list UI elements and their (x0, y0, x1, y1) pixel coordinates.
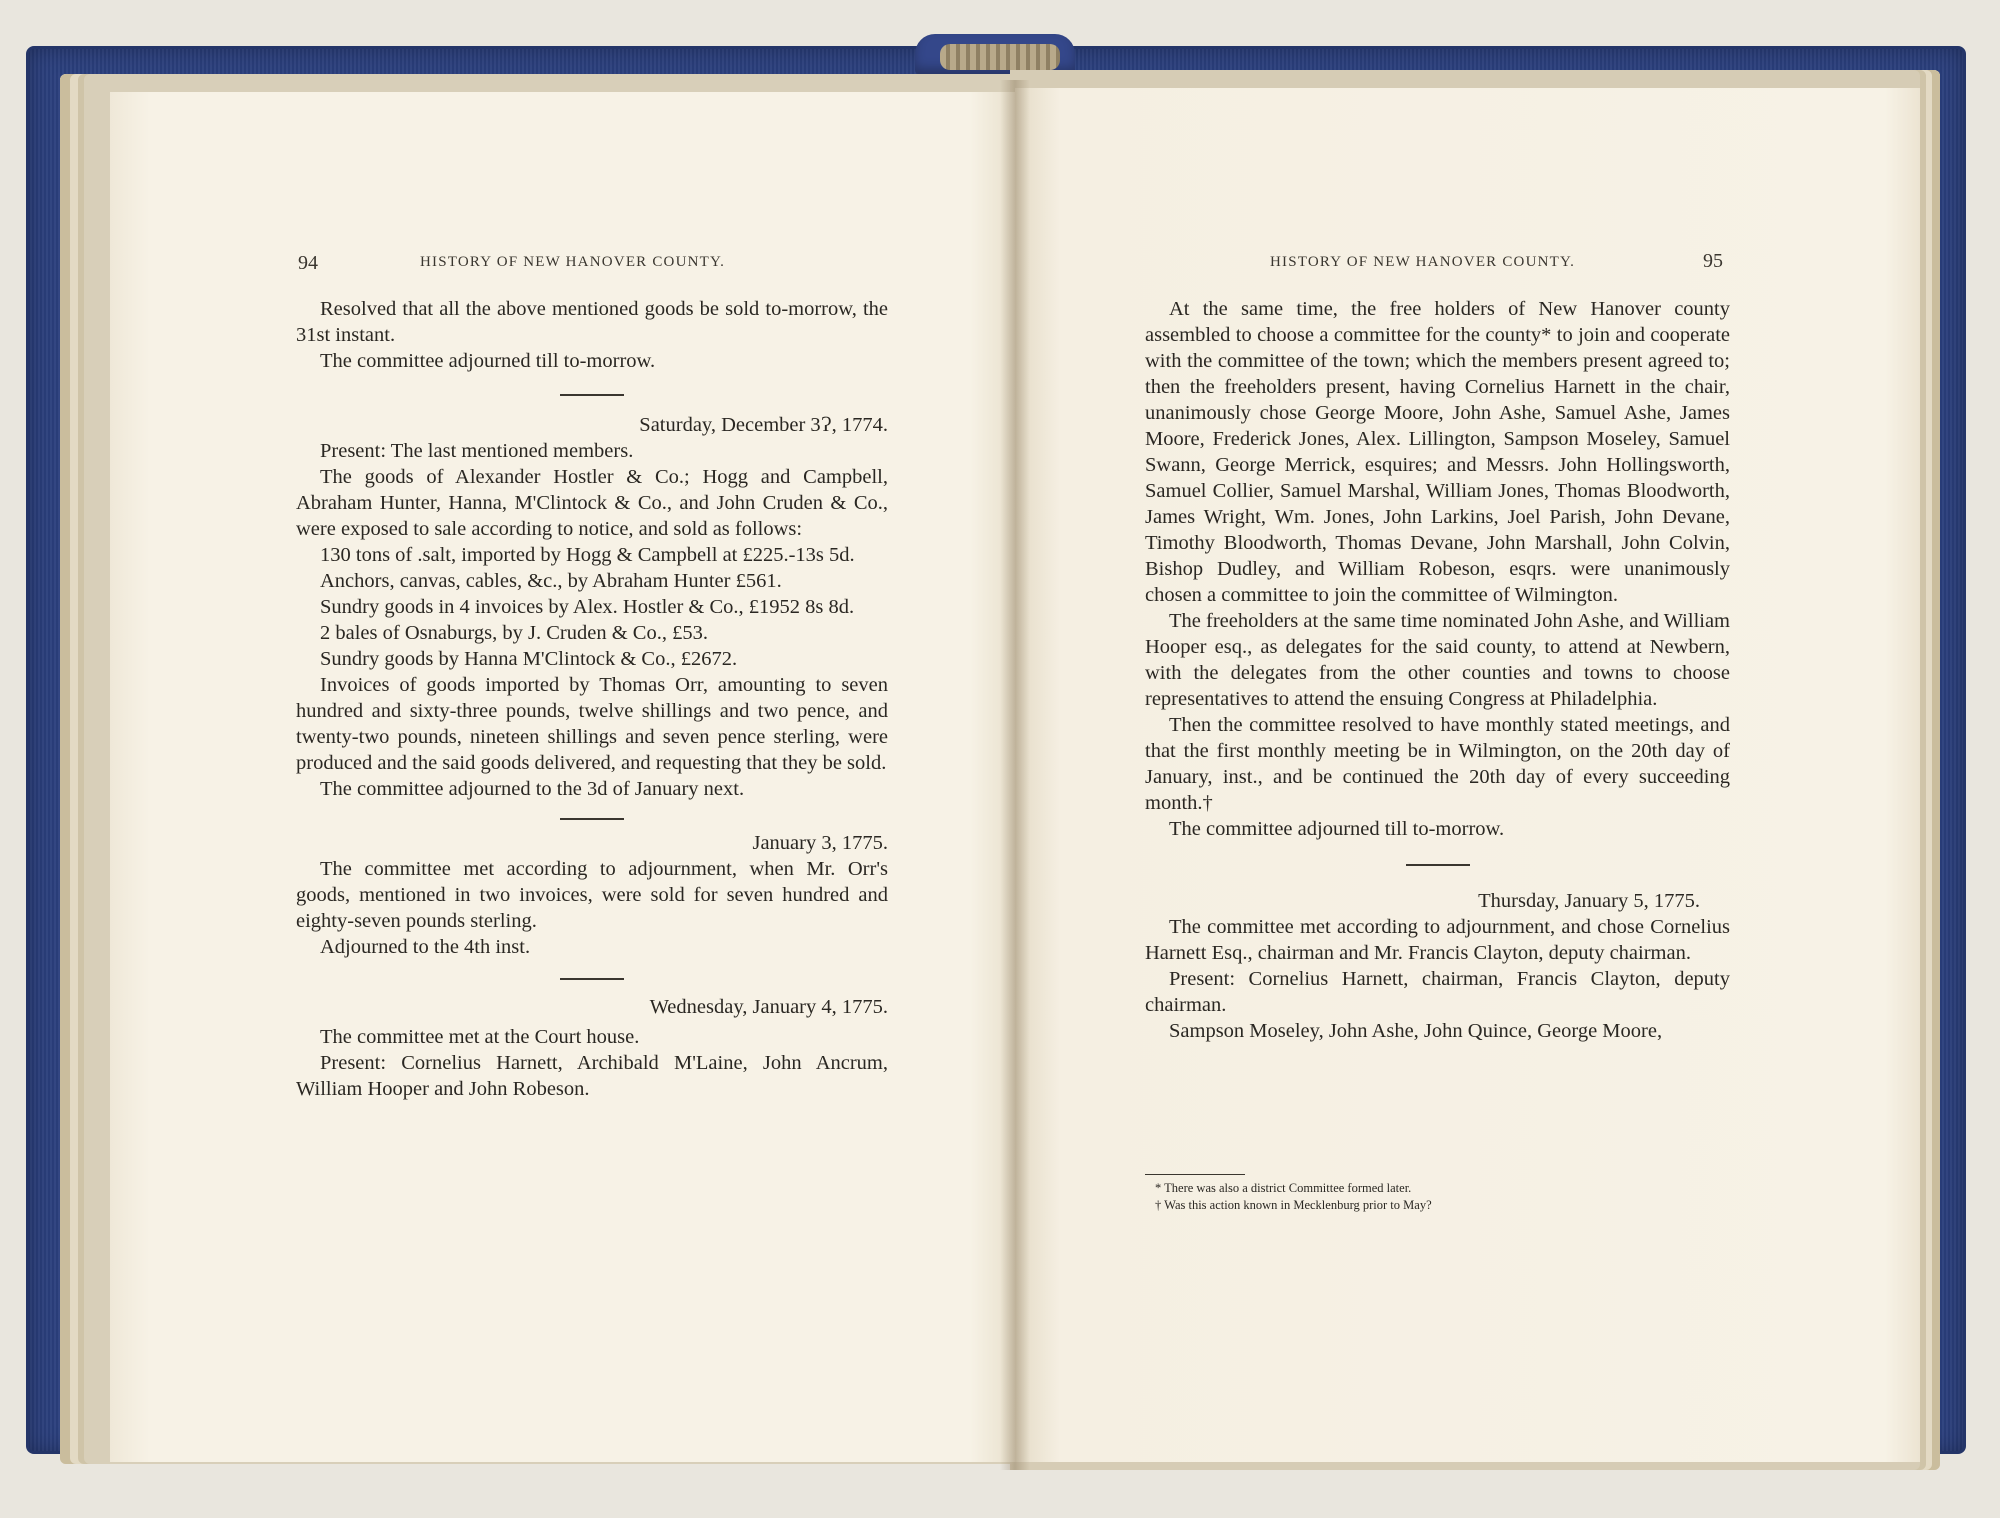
paragraph: Resolved that all the above mentioned goods be sold to-morrow, the 31st instant. (296, 298, 888, 346)
paragraph: Present: Cornelius Harnett, chairman, Francis Clayton, deputy chairman. (1145, 968, 1730, 1016)
footnotes (1155, 1180, 1715, 1214)
paragraph: Sampson Moseley, John Ashe, John Quince, George Moore, (1169, 1020, 1663, 1042)
section-date: Thursday, January 5, 1775. (1478, 890, 1700, 912)
paragraph: Invoices of goods imported by Thomas Orr, amounting to seven hundred and sixty-three pounds, twelve shillings and two pence, and twenty-two pounds, nineteen shillings and seven pence sterling, were produced and the said goods delivered, and requesting that they be sold. (296, 674, 888, 774)
section-date: Saturday, December 3Ɂ, 1774. (639, 414, 888, 436)
paragraph: Present: The last mentioned members. (320, 440, 634, 462)
section-date: Wednesday, January 4, 1775. (649, 996, 888, 1018)
paragraph: The committee met at the Court house. (320, 1026, 640, 1048)
paragraph: The committee adjourned to the 3d of January next. (320, 778, 745, 800)
paragraph: The committee met according to adjournment, and chose Cornelius Harnett Esq., chairman and Mr. Francis Clayton, deputy chairman. (1145, 916, 1730, 964)
footnote: * There was also a district Committee formed later. (1155, 1181, 1412, 1195)
right-folio: 95 (1703, 250, 1723, 272)
book-gutter (1000, 80, 1030, 1470)
left-running-head: HISTORY OF NEW HANOVER COUNTY. (420, 254, 726, 270)
paragraph: Anchors, canvas, cables, &c., by Abraham Hunter £561. (320, 570, 782, 592)
paragraph: Adjourned to the 4th inst. (320, 936, 531, 958)
paragraph: Sundry goods in 4 invoices by Alex. Hostler & Co., £1952 8s 8d. (320, 596, 855, 618)
paragraph: Sundry goods by Hanna M'Clintock & Co., £2672. (320, 648, 738, 670)
paragraph: The freeholders at the same time nominated John Ashe, and William Hooper esq., as delegates for the said county, to attend at Newbern, with the delegates from the other counties and towns to choose representatives to attend the ensuing Congress at Philadelphia. (1145, 610, 1730, 710)
right-running-head: HISTORY OF NEW HANOVER COUNTY. (1270, 254, 1576, 270)
paragraph: 130 tons of .salt, imported by Hogg & Campbell at £225.-13s 5d. (320, 544, 855, 566)
right-page-text (1145, 296, 1730, 1044)
right-page (1015, 88, 1920, 1462)
paragraph: The committee adjourned till to-morrow. (320, 350, 656, 372)
paragraph: At the same time, the free holders of New Hanover county assembled to choose a committee for the county* to join and cooperate with the committee of the town; which the members present agreed to; then the freeholders present, having Cornelius Harnett in the chair, unanimously chose George Moore, John Ashe, Samuel Ashe, James Moore, Frederick Jones, Alex. Lillington, Sampson Moseley, Samuel Swann, George Merrick, esquires; and Messrs. John Hollingsworth, Samuel Collier, Samuel Marshal, William Jones, Thomas Bloodworth, James Wright, Wm. Jones, John Larkins, Joel Parish, John Devane, Timothy Bloodworth, Thomas Devane, John Marshall, John Colvin, Bishop Dudley, and William Robeson, esqrs. were unanimously chosen a committee to join the committee of Wilmington. (1145, 298, 1730, 606)
footnote-divider (1145, 1174, 1245, 1175)
book-headband (940, 44, 1060, 70)
left-page-text (296, 296, 888, 1102)
paragraph: The committee adjourned till to-morrow. (1169, 818, 1505, 840)
paragraph: The committee met according to adjournment, when Mr. Orr's goods, mentioned in two invoices, were sold for seven hundred and eighty-seven pounds sterling. (296, 858, 888, 932)
left-folio: 94 (298, 252, 318, 274)
paragraph: Then the committee resolved to have monthly stated meetings, and that the first monthly meeting be in Wilmington, on the 20th day of January, inst., and be continued the 20th day of every succeeding month.† (1145, 714, 1730, 814)
paragraph: 2 bales of Osnaburgs, by J. Cruden & Co., £53. (320, 622, 708, 644)
section-date: January 3, 1775. (752, 832, 888, 854)
footnote: † Was this action known in Mecklenburg prior to May? (1155, 1198, 1432, 1212)
left-page (110, 92, 1015, 1462)
paragraph: Present: Cornelius Harnett, Archibald M'Laine, John Ancrum, William Hooper and John Robeson. (296, 1052, 888, 1100)
paragraph: The goods of Alexander Hostler & Co.; Hogg and Campbell, Abraham Hunter, Hanna, M'Clintock & Co., and John Cruden & Co., were exposed to sale according to notice, and sold as follows: (296, 466, 888, 540)
